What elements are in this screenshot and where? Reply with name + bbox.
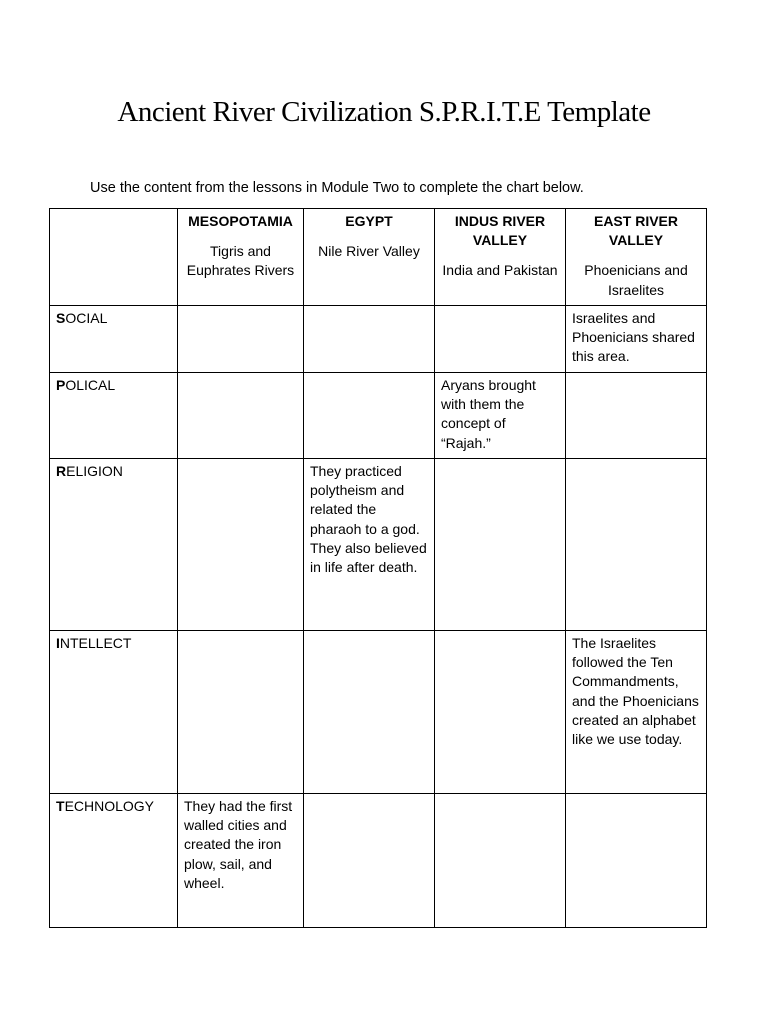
row-label-initial: R bbox=[56, 463, 67, 479]
cell-indus-river-valley bbox=[435, 306, 566, 373]
cell-east-river-valley bbox=[566, 794, 707, 928]
row-intellect bbox=[50, 631, 707, 794]
column-area: Phoenicians and Israelites bbox=[584, 262, 688, 298]
row-label-rest: ECHNOLOGY bbox=[64, 798, 155, 814]
row-technology bbox=[50, 794, 707, 928]
column-name: MESOPOTAMIA bbox=[188, 213, 293, 229]
column-area: Nile River Valley bbox=[318, 243, 420, 260]
cell-text: Israelites and Phoenicians shared this area. bbox=[572, 310, 695, 365]
row-polical bbox=[50, 373, 707, 459]
cell-egypt bbox=[304, 631, 435, 794]
column-name: EGYPT bbox=[345, 213, 393, 229]
sprite-chart bbox=[49, 208, 707, 928]
column-area: Tigris and Euphrates Rivers bbox=[186, 243, 295, 279]
row-label-initial: T bbox=[56, 798, 65, 814]
row-label bbox=[50, 373, 178, 459]
cell-indus-river-valley bbox=[435, 794, 566, 928]
row-religion bbox=[50, 459, 707, 631]
instructions-text: Use the content from the lessons in Module Two to complete the chart below. bbox=[90, 180, 584, 196]
cell-egypt bbox=[304, 794, 435, 928]
row-label bbox=[50, 631, 178, 794]
header-row bbox=[50, 209, 707, 306]
column-header-mesopotamia bbox=[178, 209, 304, 306]
cell-text: Aryans brought with them the concept of “Rajah.” bbox=[441, 377, 536, 451]
column-header-indus-river-valley bbox=[435, 209, 566, 306]
row-label-initial: P bbox=[56, 377, 66, 393]
cell-mesopotamia bbox=[178, 373, 304, 459]
cell-east-river-valley bbox=[566, 373, 707, 459]
row-label-initial: S bbox=[56, 310, 66, 326]
cell-east-river-valley bbox=[566, 459, 707, 631]
column-header-egypt bbox=[304, 209, 435, 306]
row-label-rest: OCIAL bbox=[65, 310, 108, 326]
cell-indus-river-valley bbox=[435, 631, 566, 794]
column-name: EAST RIVER VALLEY bbox=[593, 213, 678, 249]
cell-text: They had the first walled cities and created the iron plow, sail, and wheel. bbox=[184, 798, 293, 891]
cell-mesopotamia bbox=[178, 459, 304, 631]
cell-indus-river-valley bbox=[435, 373, 566, 459]
column-area: India and Pakistan bbox=[442, 262, 558, 279]
row-label bbox=[50, 306, 178, 373]
cell-mesopotamia bbox=[178, 631, 304, 794]
cell-east-river-valley bbox=[566, 631, 707, 794]
cell-text: The Israelites followed the Ten Commandments, and the Phoenicians created an alphabet like we use today. bbox=[572, 635, 699, 748]
row-label bbox=[50, 794, 178, 928]
cell-mesopotamia bbox=[178, 794, 304, 928]
column-header-east-river-valley bbox=[566, 209, 707, 306]
row-label-rest: OLICAL bbox=[65, 377, 116, 393]
row-label-rest: NTELLECT bbox=[59, 635, 132, 651]
row-label bbox=[50, 459, 178, 631]
row-label-rest: ELIGION bbox=[66, 463, 123, 479]
cell-east-river-valley bbox=[566, 306, 707, 373]
column-name: INDUS RIVER VALLEY bbox=[454, 213, 546, 249]
cell-mesopotamia bbox=[178, 306, 304, 373]
cell-egypt bbox=[304, 373, 435, 459]
cell-text: They practiced polytheism and related the pharaoh to a god. They also believed in life after death. bbox=[310, 463, 427, 576]
row-social bbox=[50, 306, 707, 373]
cell-egypt bbox=[304, 306, 435, 373]
cell-indus-river-valley bbox=[435, 459, 566, 631]
document-title: Ancient River Civilization S.P.R.I.T.E Template bbox=[117, 96, 651, 128]
row-label-initial: I bbox=[56, 635, 60, 651]
cell-egypt bbox=[304, 459, 435, 631]
corner-cell bbox=[50, 209, 178, 306]
